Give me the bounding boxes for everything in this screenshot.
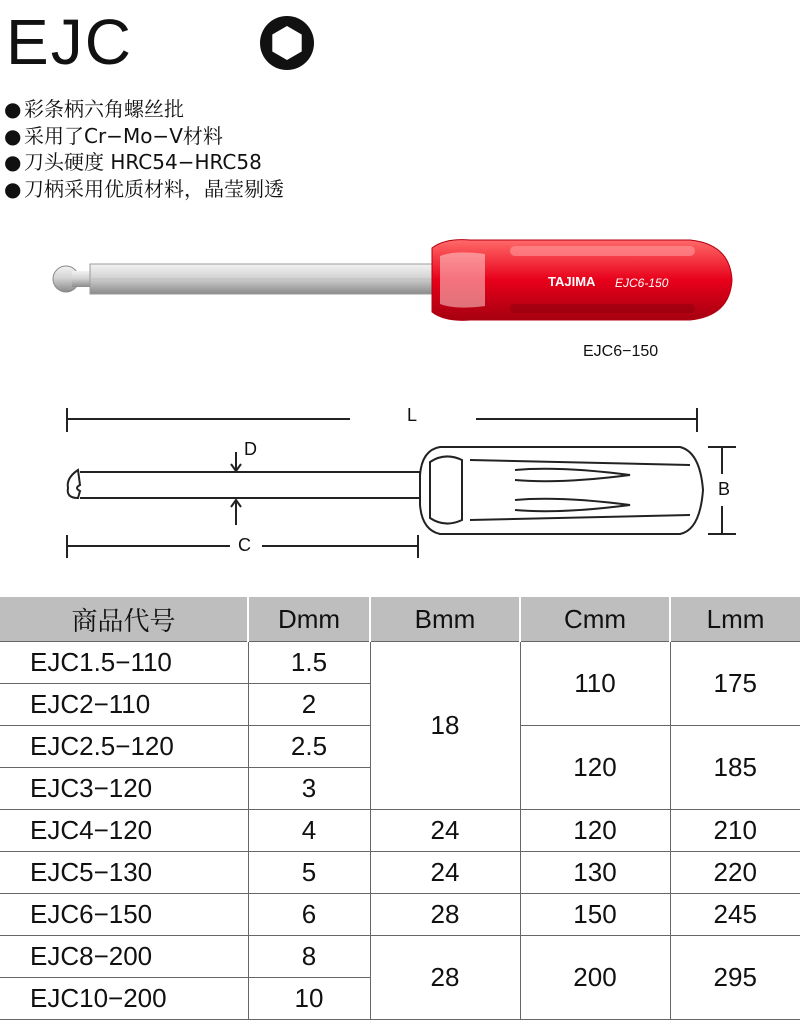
c-cell: 200 (520, 936, 670, 1020)
column-header-l: Lmm (670, 597, 800, 642)
feature-item: ● 刀头硬度 HRC54−HRC58 (4, 150, 262, 174)
d-cell: 3 (248, 768, 370, 810)
model-cell: EJC1.5−110 (0, 642, 248, 684)
hex-socket-icon (258, 14, 316, 72)
d-cell: 4 (248, 810, 370, 852)
bullet-icon: ● (4, 123, 22, 148)
d-cell: 1.5 (248, 642, 370, 684)
c-cell: 120 (520, 810, 670, 852)
model-cell: EJC2.5−120 (0, 726, 248, 768)
b-cell: 24 (370, 852, 520, 894)
l-cell: 185 (670, 726, 800, 810)
spec-table (0, 597, 800, 1020)
table-row (0, 894, 800, 936)
bullet-icon: ● (4, 176, 22, 201)
feature-item: ● 刀柄采用优质材料，晶莹剔透 (4, 176, 284, 201)
table-row (0, 810, 800, 852)
model-cell: EJC6−150 (0, 894, 248, 936)
product-photo (0, 228, 800, 340)
d-cell: 6 (248, 894, 370, 936)
brand-logo: TAJIMA (548, 274, 596, 289)
c-cell: 130 (520, 852, 670, 894)
d-cell: 8 (248, 936, 370, 978)
table-row (0, 852, 800, 894)
table-row (0, 642, 800, 684)
model-cell: EJC8−200 (0, 936, 248, 978)
table-header-row (0, 597, 800, 642)
dimension-label-C: C (238, 535, 251, 555)
bullet-icon: ● (4, 150, 22, 174)
b-cell: 18 (370, 642, 520, 810)
model-cell: EJC10−200 (0, 978, 248, 1020)
model-cell: EJC4−120 (0, 810, 248, 852)
feature-item: ● 采用了Cr−Mo−V材料 (4, 123, 223, 148)
d-cell: 10 (248, 978, 370, 1020)
feature-item: ● 彩条柄六角螺丝批 (4, 97, 184, 121)
table-row (0, 936, 800, 978)
column-header-model: 商品代号 (0, 597, 248, 642)
model-cell: EJC3−120 (0, 768, 248, 810)
photo-caption: EJC6−150 (583, 343, 659, 360)
column-header-d: Dmm (248, 597, 370, 642)
b-cell: 28 (370, 936, 520, 1020)
l-cell: 245 (670, 894, 800, 936)
d-cell: 5 (248, 852, 370, 894)
b-cell: 28 (370, 894, 520, 936)
handle-model-text: EJC6-150 (615, 276, 669, 290)
dimension-label-B: B (718, 479, 731, 499)
l-cell: 175 (670, 642, 800, 726)
c-cell: 120 (520, 726, 670, 810)
column-header-c: Cmm (520, 597, 670, 642)
bullet-icon: ● (4, 97, 22, 121)
d-cell: 2 (248, 684, 370, 726)
dimension-drawing (0, 395, 800, 575)
dimension-label-L: L (407, 405, 418, 425)
l-cell: 210 (670, 810, 800, 852)
b-cell: 24 (370, 810, 520, 852)
column-header-b: Bmm (370, 597, 520, 642)
d-cell: 2.5 (248, 726, 370, 768)
feature-list (4, 96, 284, 202)
model-cell: EJC5−130 (0, 852, 248, 894)
dimension-label-D: D (244, 439, 257, 459)
l-cell: 295 (670, 936, 800, 1020)
page-title: EJC (6, 6, 133, 78)
model-cell: EJC2−110 (0, 684, 248, 726)
l-cell: 220 (670, 852, 800, 894)
c-cell: 110 (520, 642, 670, 726)
c-cell: 150 (520, 894, 670, 936)
